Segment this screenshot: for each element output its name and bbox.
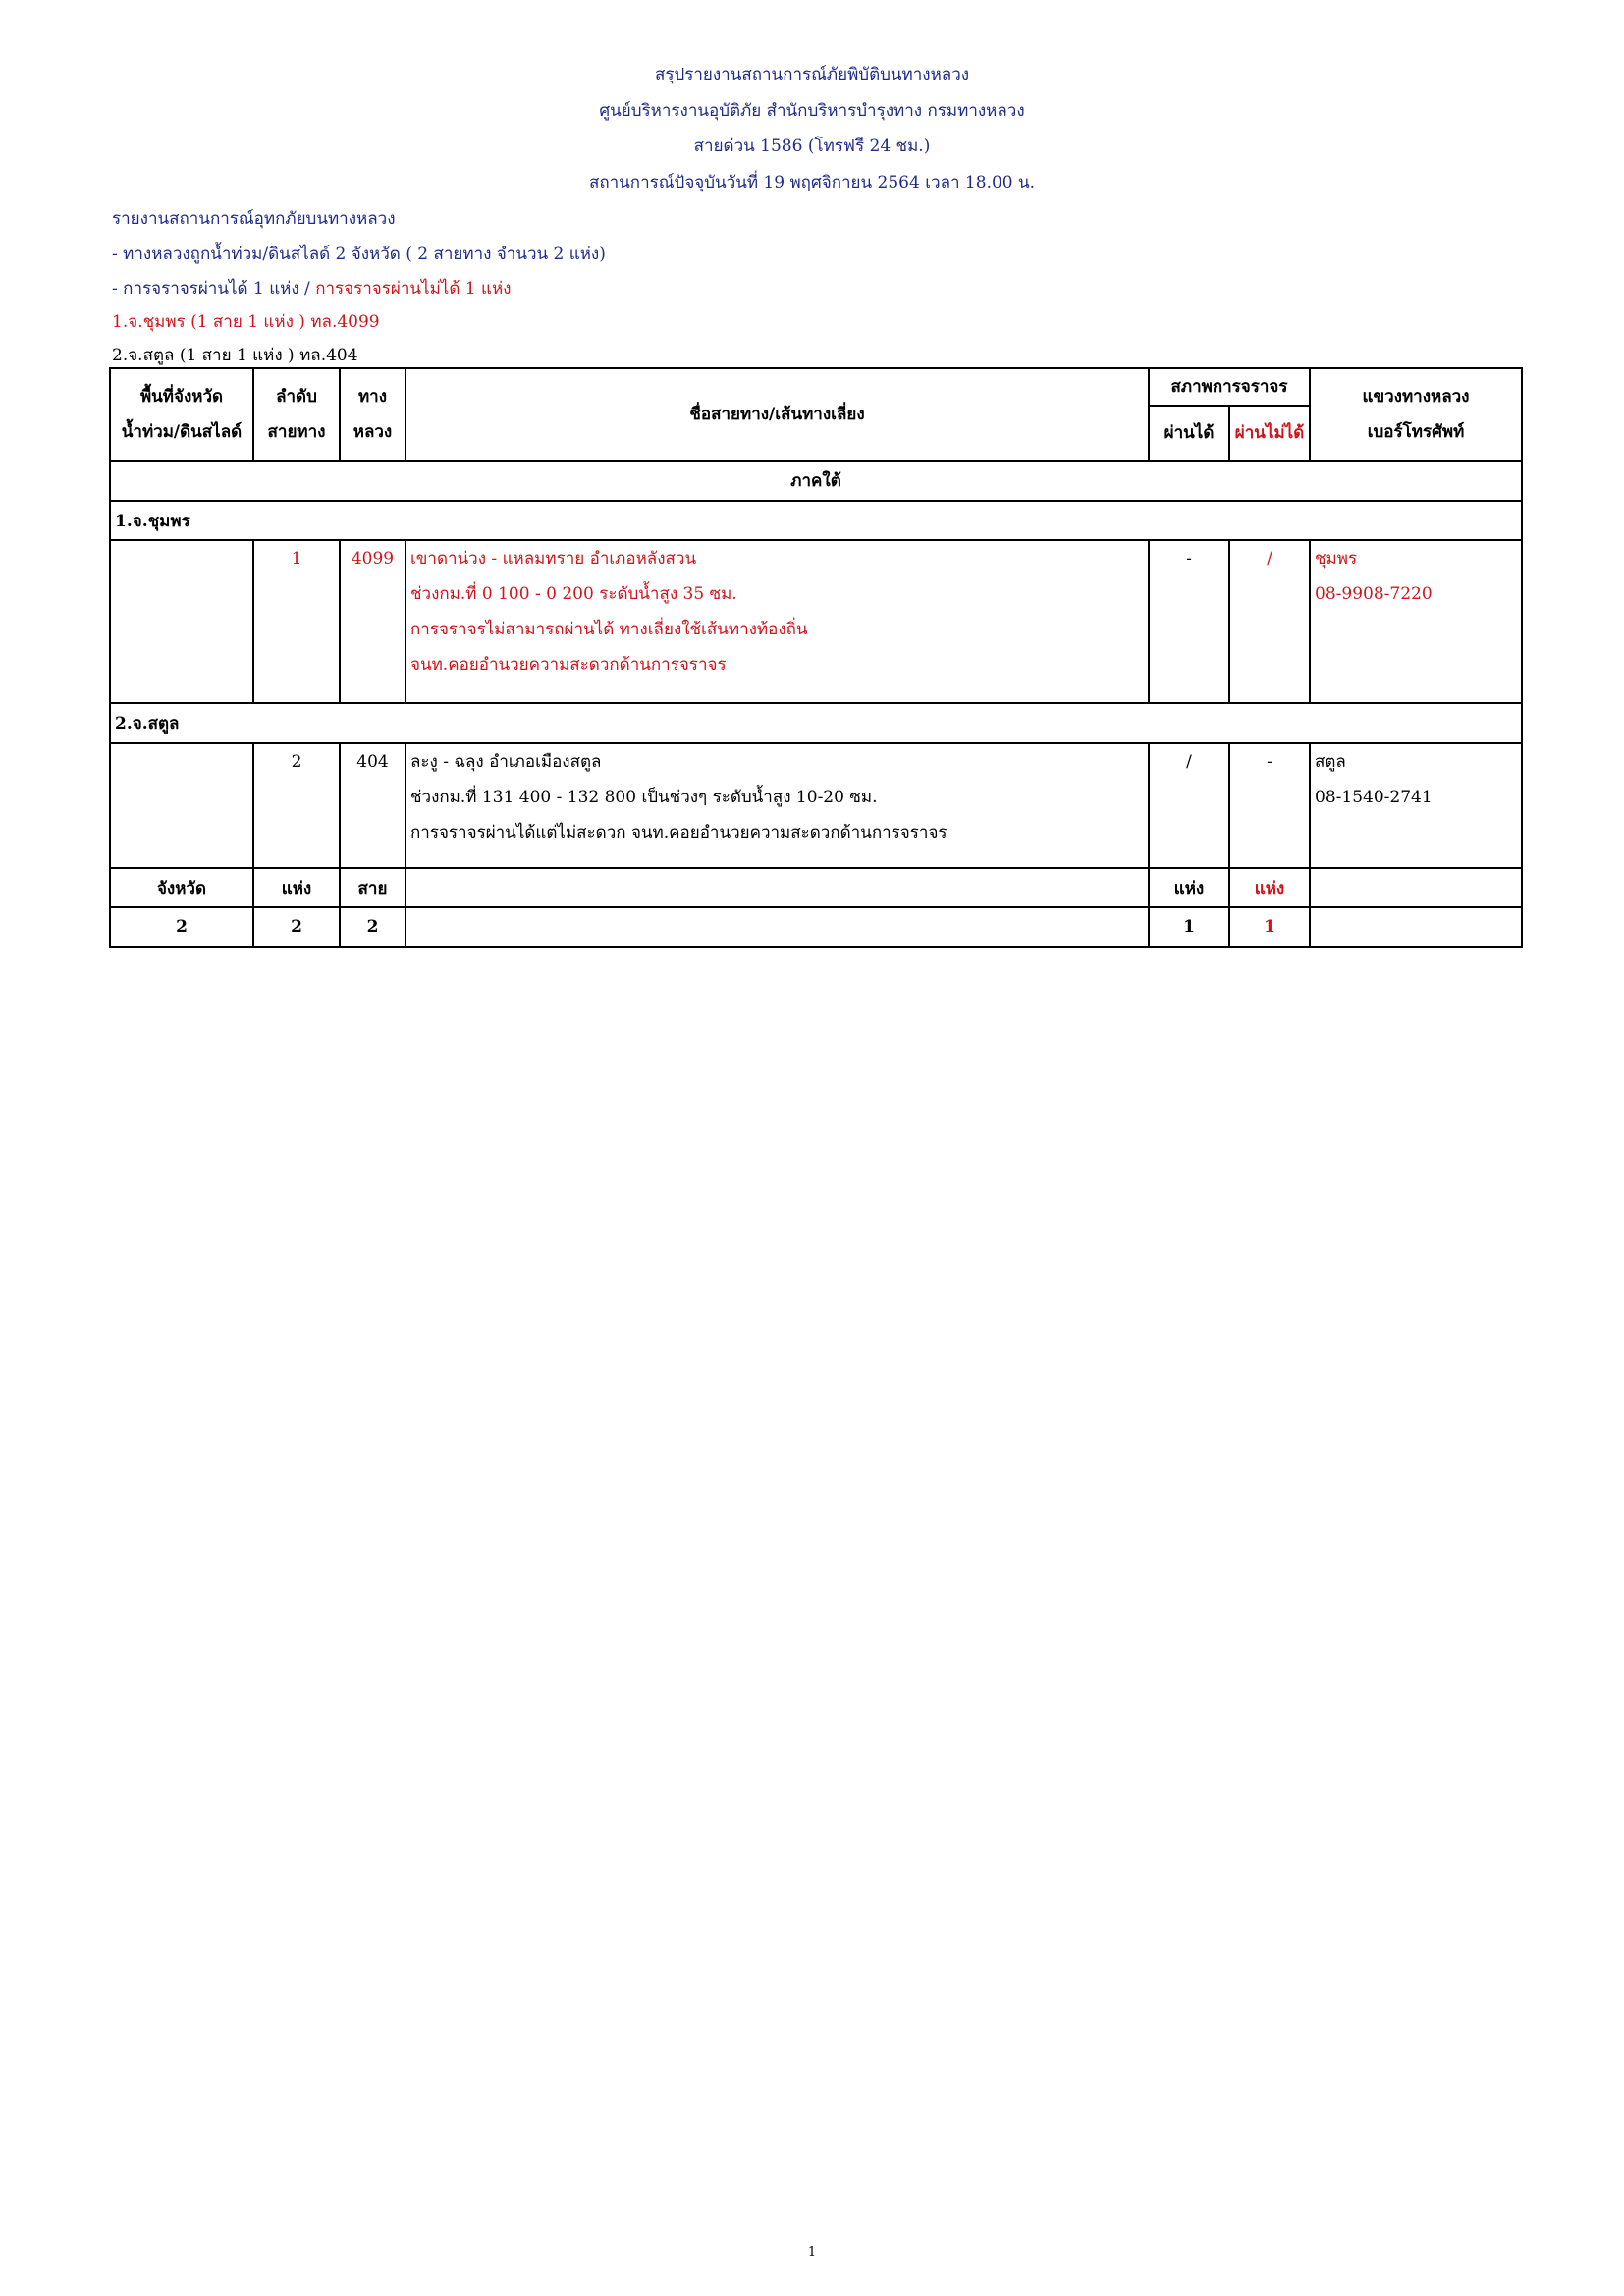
order-cell: 1: [253, 540, 340, 703]
table-row: [110, 540, 1522, 703]
table-row: [110, 743, 1522, 868]
header-traffic: สภาพการจราจร: [1149, 368, 1310, 406]
nopass-cell: /: [1229, 540, 1310, 703]
summary-label-province: จังหวัด: [110, 868, 253, 907]
summary-label-routes: สาย: [340, 868, 406, 907]
summary-empty: [1310, 868, 1522, 907]
pass-cell: /: [1149, 743, 1229, 868]
highway-cell: 404: [340, 743, 406, 868]
area-cell: [110, 743, 253, 868]
report-title: สรุปรายงานสถานการณ์ภัยพิบัติบนทางหลวง: [654, 65, 970, 84]
report-datetime: สถานการณ์ปัจจุบันวันที่ 19 พฤศจิกายน 2564 เวลา 18.00 น.: [588, 173, 1036, 192]
summary-value-pass: 1: [1149, 907, 1229, 947]
province-row: 1.จ.ชุมพร: [110, 501, 1522, 540]
office-cell: สตูล 08-1540-2741: [1310, 743, 1522, 868]
pass-cell: -: [1149, 540, 1229, 703]
intro-pass-status: [112, 275, 511, 301]
summary-label-nopass: แห่ง: [1229, 868, 1310, 907]
route-cell: ละงู - ฉลุง อำเภอเมืองสตูล ช่วงกม.ที่ 131 400 - 132 800 เป็นช่วงๆ ระดับน้ำสูง 10-20 ซม. การจราจรผ่านได้แต่ไม่สะดวก จนท.คอยอำนวยความสะดวกด้านการจราจร: [406, 743, 1149, 868]
summary-value-province: 2: [110, 907, 253, 947]
intro-summary: - ทางหลวงถูกน้ำท่วม/ดินสไลด์ 2 จังหวัด ( 2 สายทาง จำนวน 2 แห่ง): [112, 245, 606, 264]
report-hotline: สายด่วน 1586 (โทรฟรี 24 ชม.): [693, 137, 931, 156]
header-route: ชื่อสายทาง/เส้นทางเลี่ยง: [406, 368, 1149, 461]
header-office: แขวงทางหลวง เบอร์โทรศัพท์: [1310, 368, 1522, 461]
summary-label-pass: แห่ง: [1149, 868, 1229, 907]
summary-empty: [406, 868, 1149, 907]
pass-status-nopass: การจราจรผ่านไม่ได้ 1 แห่ง: [309, 279, 512, 299]
summary-value-places: 2: [253, 907, 340, 947]
route-cell: เขาดาน่วง - แหลมทราย อำเภอหลังสวน ช่วงกม.ที่ 0 100 - 0 200 ระดับน้ำสูง 35 ซม. การจราจรไม่สามารถผ่านได้ ทางเลี่ยงใช้เส้นทางท้องถิ่น จนท.คอยอำนวยความสะดวกด้านการจราจร: [406, 540, 1149, 703]
page-number: 1: [807, 2245, 817, 2260]
summary-value-nopass: 1: [1229, 907, 1310, 947]
report-subtitle-agency: ศูนย์บริหารงานอุบัติภัย สำนักบริหารบำรุงทาง กรมทางหลวง: [599, 101, 1025, 121]
summary-empty: [1310, 907, 1522, 947]
summary-empty: [406, 907, 1149, 947]
area-cell: [110, 540, 253, 703]
header-highway: ทาง หลวง: [340, 368, 406, 461]
summary-label-places: แห่ง: [253, 868, 340, 907]
office-cell: ชุมพร 08-9908-7220: [1310, 540, 1522, 703]
nopass-cell: -: [1229, 743, 1310, 868]
header-pass: ผ่านได้: [1149, 406, 1229, 461]
highway-cell: 4099: [340, 540, 406, 703]
header-order: ลำดับ สายทาง: [253, 368, 340, 461]
region-row: ภาคใต้: [110, 461, 1522, 501]
summary-value-routes: 2: [340, 907, 406, 947]
order-cell: 2: [253, 743, 340, 868]
intro-item-chumphon: 1.จ.ชุมพร (1 สาย 1 แห่ง ) ทล.4099: [112, 312, 380, 332]
header-area: พื้นที่จังหวัด น้ำท่วม/ดินสไลด์: [110, 368, 253, 461]
intro-item-satun: 2.จ.สตูล (1 สาย 1 แห่ง ) ทล.404: [112, 346, 358, 365]
flood-report-table: [109, 367, 1523, 948]
header-nopass: ผ่านไม่ได้: [1229, 406, 1310, 461]
province-row: 2.จ.สตูล: [110, 703, 1522, 743]
intro-title: รายงานสถานการณ์อุทกภัยบนทางหลวง: [112, 209, 396, 229]
pass-status-pass: - การจราจรผ่านได้ 1 แห่ง /: [112, 279, 310, 299]
